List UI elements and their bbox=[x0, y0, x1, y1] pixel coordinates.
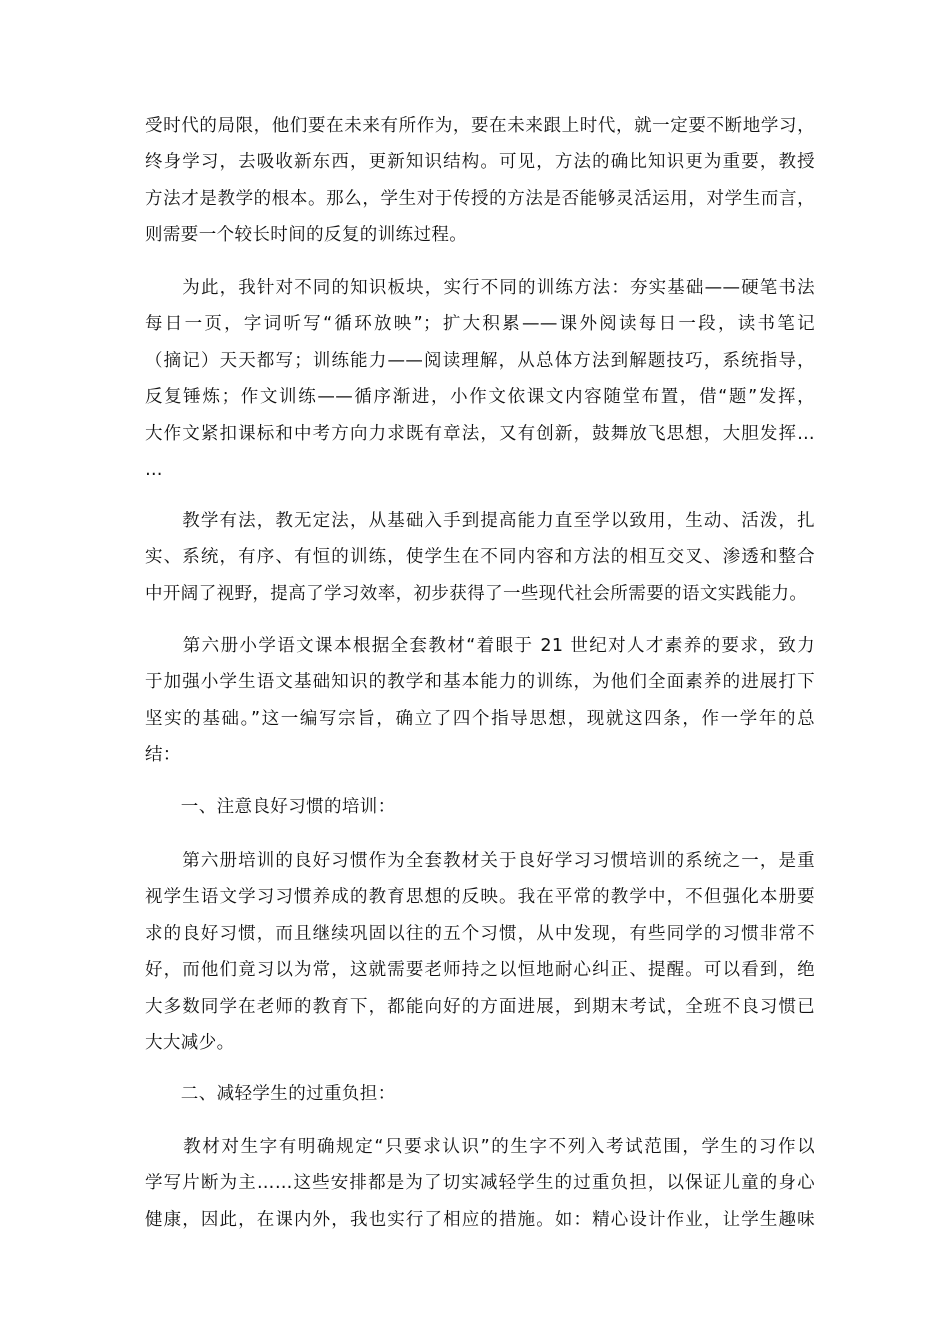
paragraph-4 bbox=[145, 628, 815, 774]
text-line: 中开阔了视野，提高了学习效率，初步获得了一些现代社会所需要的语文实践能力。 bbox=[145, 583, 808, 604]
text-line: 大作文紧扣课标和中考方向力求既有章法，又有创新，鼓舞放飞思想，大胆发挥… bbox=[145, 423, 815, 444]
text-line: 为此，我针对不同的知识板块，实行不同的训练方法：夯实基础——硬笔书法 bbox=[145, 278, 815, 298]
section-heading: 一、注意良好习惯的培训： bbox=[145, 797, 396, 817]
text-line: 健康，因此，在课内外，我也实行了相应的措施。如：精心设计作业，让学生趣味 bbox=[145, 1209, 815, 1230]
paragraph-1 bbox=[145, 108, 815, 254]
text-line: 第六册培训的良好习惯作为全套教材关于良好学习习惯培训的系统之一，是重 bbox=[145, 851, 815, 871]
text-line: 教学有法，教无定法，从基础入手到提高能力直至学以致用，生动、活泼，扎 bbox=[145, 511, 815, 531]
text-line: 终身学习，去吸收新东西，更新知识结构。可见，方法的确比知识更为重要，教授 bbox=[145, 152, 815, 173]
text-line: 反复锤炼；作文训练——循序渐进，小作文依课文内容随堂布置，借“题”发挥， bbox=[145, 387, 815, 408]
paragraph-2 bbox=[145, 270, 815, 488]
text-line: … bbox=[145, 459, 163, 480]
paragraph-6 bbox=[145, 1129, 815, 1238]
text-line: 第六册小学语文课本根据全套教材“着眼于 21 世纪对人才素养的要求，致力 bbox=[145, 636, 815, 656]
text-line: 方法才是教学的根本。那么，学生对于传授的方法是否能够灵活运用，对学生而言， bbox=[145, 188, 815, 209]
text-line: 求的良好习惯，而且继续巩固以往的五个习惯，从中发现，有些同学的习惯非常不 bbox=[145, 923, 815, 944]
text-line: 视学生语文学习习惯养成的教育思想的反映。我在平常的教学中，不但强化本册要 bbox=[145, 887, 815, 908]
section-heading: 二、减轻学生的过重负担： bbox=[145, 1084, 396, 1104]
text-line: 大多数同学在老师的教育下，都能向好的方面进展，到期末考试，全班不良习惯已 bbox=[145, 996, 815, 1017]
paragraph-5 bbox=[145, 843, 815, 1061]
text-line: 结： bbox=[145, 745, 181, 766]
text-line: 受时代的局限，他们要在未来有所作为，要在未来跟上时代，就一定要不断地学习， bbox=[145, 116, 815, 136]
text-line: 实、系统，有序、有恒的训练，使学生在不同内容和方法的相互交叉、渗透和整合 bbox=[145, 547, 815, 568]
text-line: 教材对生字有明确规定“只要求认识”的生字不列入考试范围，学生的习作以 bbox=[145, 1137, 815, 1157]
text-line: 好，而他们竟习以为常，这就需要老师持之以恒地耐心纠正、提醒。可以看到，绝 bbox=[145, 960, 815, 981]
text-line: 每日一页，字词听写“循环放映”；扩大积累——课外阅读每日一段，读书笔记 bbox=[145, 314, 815, 335]
section-heading-2 bbox=[145, 1076, 815, 1112]
text-line: （摘记）天天都写；训练能力——阅读理解，从总体方法到解题技巧，系统指导， bbox=[145, 350, 815, 371]
section-heading-1 bbox=[145, 789, 815, 825]
text-line: 于加强小学生语文基础知识的教学和基本能力的训练，为他们全面素养的进展打下 bbox=[145, 672, 815, 693]
text-line: 学写片断为主……这些安排都是为了切实减轻学生的过重负担，以保证儿童的身心 bbox=[145, 1173, 815, 1194]
paragraph-3 bbox=[145, 503, 815, 612]
text-line: 大大减少。 bbox=[145, 1032, 235, 1053]
text-line: 则需要一个较长时间的反复的训练过程。 bbox=[145, 225, 468, 246]
text-line: 坚实的基础。”这一编写宗旨，确立了四个指导思想，现就这四条，作一学年的总 bbox=[145, 708, 815, 729]
